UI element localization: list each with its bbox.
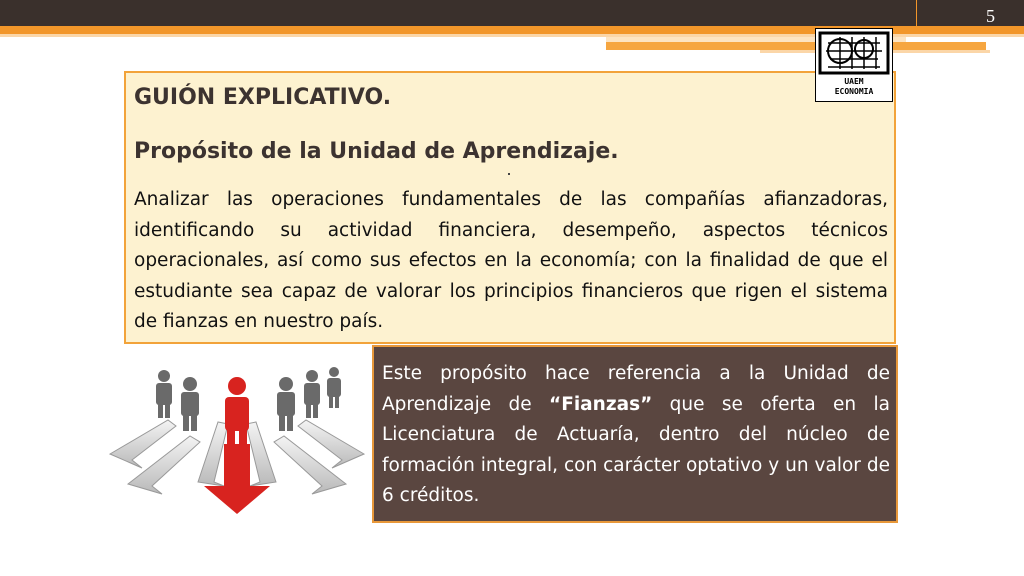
logo-line-2: ECONOMIA bbox=[834, 87, 874, 96]
purpose-panel bbox=[124, 71, 896, 344]
top-bar bbox=[0, 0, 1024, 26]
stray-dot bbox=[508, 173, 510, 175]
logo-text bbox=[816, 77, 892, 97]
logo-line-1: UAEM bbox=[844, 77, 864, 86]
fianzas-label: “Fianzas” bbox=[549, 393, 653, 415]
reference-text bbox=[382, 359, 890, 512]
uaem-economia-logo-icon bbox=[815, 28, 893, 102]
logo-graphic bbox=[816, 29, 892, 77]
leader-people-arrows-icon bbox=[108, 362, 366, 516]
slide-number-box bbox=[916, 0, 1024, 30]
reference-text-start: Este propósito hace referencia a la Unidad de Aprendizaje de bbox=[382, 363, 890, 415]
reference-text-end: que se oferta en la Licenciatura de Actuaría, dentro del núcleo de formación integral, con carácter optativo y un valor de 6 créditos. bbox=[382, 393, 890, 506]
slide-subtitle: Propósito de la Unidad de Aprendizaje. bbox=[134, 139, 619, 164]
slide-title: GUIÓN EXPLICATIVO. bbox=[134, 85, 392, 110]
purpose-text: Analizar las operaciones fundamentales de las compañías afianzadoras, identificando su actividad financiera, desempeño, aspectos técnicos operacionales, así como sus efectos en la economía; con la finalidad de que el estudiante sea capaz de valorar los principios financieros que rigen el sistema de fianzas en nuestro país. bbox=[134, 189, 888, 332]
decorative-stripe bbox=[606, 42, 986, 50]
slide-number: 5 bbox=[986, 6, 995, 26]
reference-panel bbox=[372, 345, 898, 523]
